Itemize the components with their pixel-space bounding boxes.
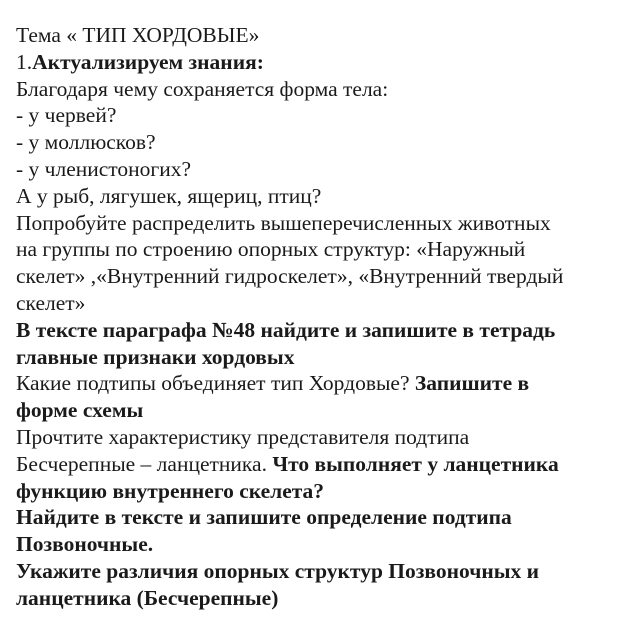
question-worms: - у червей? [16, 103, 117, 128]
section-heading [16, 49, 632, 76]
differences-task-line: ланцетника (Бесчерепные) [16, 585, 279, 610]
lancelet-question: Что выполняет у ланцетника [272, 451, 559, 476]
task-distribute-line: скелет» [16, 290, 86, 315]
definition-task-line: Позвоночные. [16, 532, 154, 557]
definition-task-line: Найдите в тексте и запишите определение подтипа [16, 505, 512, 530]
lancelet-question-continued: функцию внутреннего скелета? [16, 478, 325, 503]
document [16, 22, 632, 612]
question-molluscs: - у моллюсков? [16, 130, 156, 155]
section-number: 1. [16, 49, 33, 74]
differences-task-line: Укажите различия опорных структур Позвоночных и [16, 558, 540, 583]
task-paragraph-line: В тексте параграфа №48 найдите и запишите в тетрадь [16, 317, 556, 342]
document-title: Тема « ТИП ХОРДОВЫЕ» [16, 23, 260, 47]
question-vertebrates: А у рыб, лягушек, ящериц, птиц? [16, 183, 322, 208]
subtypes-task-continued: форме схемы [16, 398, 144, 423]
lancelet-plain-text: Бесчерепные – ланцетника. [16, 451, 273, 476]
question-arthropods: - у членистоногих? [16, 156, 192, 181]
subtypes-task: Запишите в [414, 371, 530, 396]
lancelet-line [16, 451, 632, 478]
question-intro: Благодаря чему сохраняется форма тела: [16, 76, 389, 101]
section-heading-text: Актуализируем знания: [32, 49, 264, 74]
task-paragraph-line: главные признаки хордовых [16, 344, 295, 369]
task-distribute-line: скелет» ,«Внутренний гидроскелет», «Внутренний твердый [16, 264, 564, 289]
subtypes-line [16, 370, 632, 397]
task-distribute-line: на группы по строению опорных структур: «Наружный [16, 237, 526, 262]
lancelet-line: Прочтите характеристику представителя подтипа [16, 424, 470, 449]
task-distribute-line: Попробуйте распределить вышеперечисленных животных [16, 210, 551, 235]
subtypes-question: Какие подтипы объединяет тип Хордовые? [16, 371, 415, 396]
